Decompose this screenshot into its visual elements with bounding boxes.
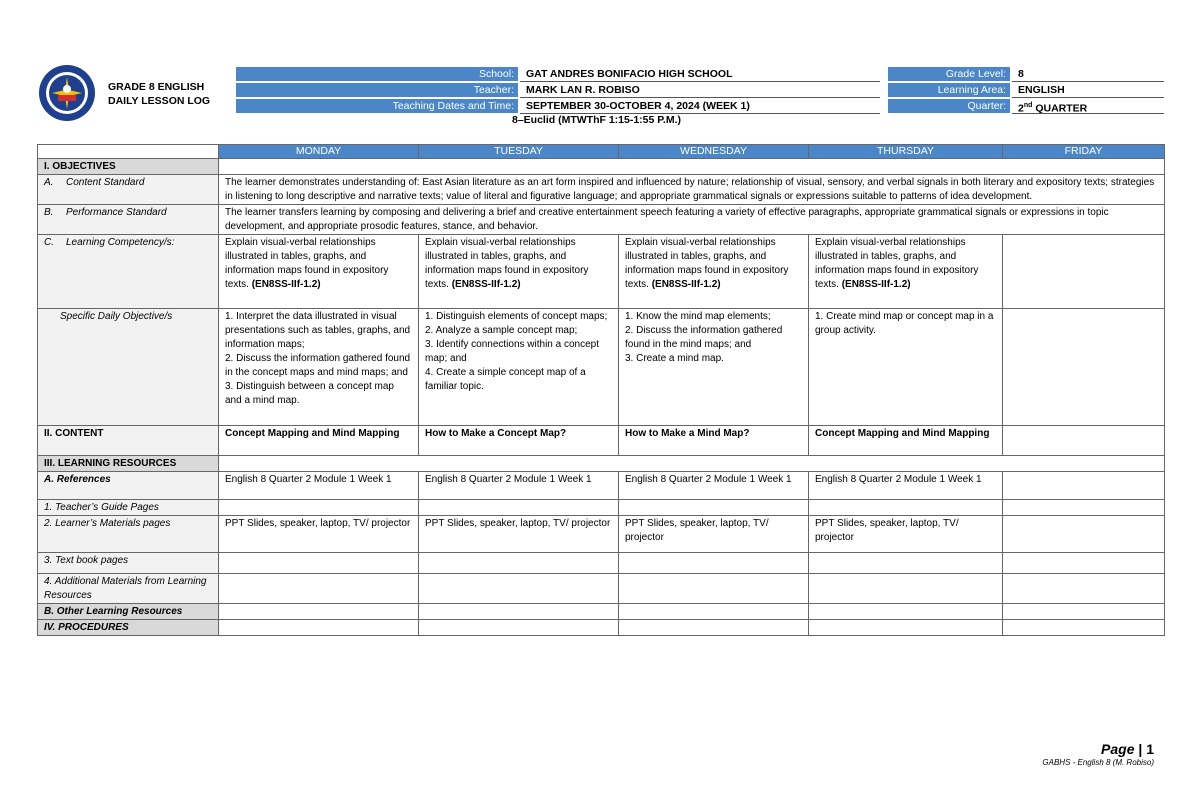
objective-item: 1. Distinguish elements of concept maps; <box>425 311 608 322</box>
area-underline <box>1012 97 1164 98</box>
guide-tuesday <box>419 500 619 516</box>
guide-monday <box>219 500 419 516</box>
competency-code: (EN8SS-IIf-1.2) <box>451 279 521 290</box>
quarter-suffix: nd <box>1023 102 1033 109</box>
textbook-label: 3. Text book pages <box>38 553 219 574</box>
page-word: Page <box>1101 741 1135 757</box>
additional-wednesday <box>619 574 809 604</box>
guide-wednesday <box>619 500 809 516</box>
dates-value: SEPTEMBER 30-OCTOBER 4, 2024 (WEEK 1) <box>526 100 750 112</box>
objective-item: 2. Discuss the information gathered found in the concept maps and mind maps; and <box>225 353 411 378</box>
dates-label: Teaching Dates and Time: <box>236 99 518 113</box>
day-wednesday: WEDNESDAY <box>619 145 809 159</box>
objective-item: 1. Interpret the data illustrated in visual presentations such as tables, graphs, and information maps; <box>225 311 411 350</box>
competency-row <box>38 235 1165 309</box>
materials-tuesday: PPT Slides, speaker, laptop, TV/ projector <box>419 516 619 553</box>
competency-friday <box>1003 235 1165 309</box>
objective-item: 2. Discuss the information gathered found in the mind maps; and <box>625 325 783 350</box>
competency-code: (EN8SS-IIf-1.2) <box>651 279 721 290</box>
procedures-wednesday <box>619 620 809 636</box>
materials-monday: PPT Slides, speaker, laptop, TV/ projector <box>219 516 419 553</box>
daily-lesson-log-table <box>37 144 1165 636</box>
blank-header-cell <box>38 145 219 159</box>
competency-thursday <box>809 235 1003 309</box>
content-standard-text: The learner demonstrates understanding of: East Asian literature as an art form inspired and influenced by nature; relationship of visual, sensory, and verbal signals in both literary and expository texts; strategies in listening to long descriptive and narrative texts; value of literal and figurative language; and appropriate grammatical signals or expressions suitable to patterns of idea development. <box>219 175 1165 205</box>
title-line-2: DAILY LESSON LOG <box>108 95 211 107</box>
content-label: II. CONTENT <box>38 426 219 456</box>
performance-standard-letter: B. <box>44 207 54 218</box>
textbook-monday <box>219 553 419 574</box>
objectives-friday <box>1003 309 1165 426</box>
content-row <box>38 426 1165 456</box>
additional-tuesday <box>419 574 619 604</box>
references-label: A. References <box>38 472 219 500</box>
footer-credit: GABHS - English 8 (M. Robiso) <box>1042 758 1154 767</box>
procedures-tuesday <box>419 620 619 636</box>
references-friday <box>1003 472 1165 500</box>
other-monday <box>219 604 419 620</box>
procedures-row <box>38 620 1165 636</box>
competency-code: (EN8SS-IIf-1.2) <box>251 279 321 290</box>
competency-text: Explain visual-verbal relationships illustrated in tables, graphs, and information maps found in expository texts. <box>425 237 589 290</box>
teachers-guide-label: 1. Teacher’s Guide Pages <box>38 500 219 516</box>
day-tuesday: TUESDAY <box>419 145 619 159</box>
performance-standard-row <box>38 205 1165 235</box>
materials-thursday: PPT Slides, speaker, laptop, TV/ projector <box>809 516 1003 553</box>
references-row <box>38 472 1165 500</box>
competency-title: Learning Competency/s: <box>66 237 175 248</box>
day-thursday: THURSDAY <box>809 145 1003 159</box>
day-monday: MONDAY <box>219 145 419 159</box>
day-friday: FRIDAY <box>1003 145 1165 159</box>
content-standard-label <box>38 175 219 205</box>
quarter-number: 2 <box>1018 102 1024 115</box>
competency-tuesday <box>419 235 619 309</box>
competency-letter: C. <box>44 237 54 248</box>
quarter-rest: QUARTER <box>1032 102 1088 115</box>
teachers-guide-row <box>38 500 1165 516</box>
objective-item: 1. Know the mind map elements; <box>625 311 771 322</box>
objective-item: 1. Create mind map or concept map in a group activity. <box>815 311 994 336</box>
references-thursday: English 8 Quarter 2 Module 1 Week 1 <box>809 472 1003 500</box>
objectives-label: I. OBJECTIVES <box>38 159 219 175</box>
objectives-thursday <box>809 309 1003 426</box>
additional-materials-label: 4. Additional Materials from Learning Resources <box>38 574 219 604</box>
competency-label <box>38 235 219 309</box>
document-title <box>108 80 210 108</box>
area-value: ENGLISH <box>1018 84 1065 96</box>
content-friday <box>1003 426 1165 456</box>
teacher-label: Teacher: <box>236 83 518 97</box>
quarter-label: Quarter: <box>888 99 1010 113</box>
performance-standard-label <box>38 205 219 235</box>
textbook-tuesday <box>419 553 619 574</box>
resources-blank <box>219 456 1165 472</box>
objectives-blank <box>219 159 1165 175</box>
materials-friday <box>1003 516 1165 553</box>
performance-standard-title: Performance Standard <box>66 207 167 218</box>
additional-materials-row <box>38 574 1165 604</box>
page-separator: | <box>1134 741 1147 757</box>
school-underline <box>520 81 880 82</box>
content-thursday: Concept Mapping and Mind Mapping <box>809 426 1003 456</box>
competency-monday <box>219 235 419 309</box>
guide-thursday <box>809 500 1003 516</box>
textbook-thursday <box>809 553 1003 574</box>
teacher-underline <box>520 97 880 98</box>
specific-objectives-label: Specific Daily Objective/s <box>38 309 219 426</box>
objectives-monday <box>219 309 419 426</box>
other-wednesday <box>619 604 809 620</box>
competency-text: Explain visual-verbal relationships illustrated in tables, graphs, and information maps found in expository texts. <box>225 237 389 290</box>
textbook-friday <box>1003 553 1165 574</box>
quarter-underline <box>1012 113 1164 114</box>
objective-item: 3. Identify connections within a concept map; and <box>425 339 599 364</box>
other-resources-row <box>38 604 1165 620</box>
competency-text: Explain visual-verbal relationships illustrated in tables, graphs, and information maps found in expository texts. <box>815 237 979 290</box>
quarter-value <box>1018 99 1087 113</box>
materials-wednesday: PPT Slides, speaker, laptop, TV/ projector <box>619 516 809 553</box>
other-friday <box>1003 604 1165 620</box>
grade-value: 8 <box>1018 68 1024 80</box>
additional-thursday <box>809 574 1003 604</box>
objective-item: 4. Create a simple concept map of a familiar topic. <box>425 367 586 392</box>
objectives-tuesday <box>419 309 619 426</box>
page-num: 1 <box>1146 741 1154 757</box>
procedures-friday <box>1003 620 1165 636</box>
school-label: School: <box>236 67 518 81</box>
content-standard-title: Content Standard <box>66 177 145 188</box>
title-line-1: GRADE 8 ENGLISH <box>108 81 205 93</box>
references-tuesday: English 8 Quarter 2 Module 1 Week 1 <box>419 472 619 500</box>
additional-friday <box>1003 574 1165 604</box>
other-thursday <box>809 604 1003 620</box>
other-resources-label: B. Other Learning Resources <box>38 604 219 620</box>
learners-materials-label: 2. Learner’s Materials pages <box>38 516 219 553</box>
page-number <box>1101 741 1154 757</box>
competency-code: (EN8SS-IIf-1.2) <box>841 279 911 290</box>
grade-label: Grade Level: <box>888 67 1010 81</box>
dates-underline <box>520 113 880 114</box>
area-label: Learning Area: <box>888 83 1010 97</box>
content-monday: Concept Mapping and Mind Mapping <box>219 426 419 456</box>
dates-value-2: 8–Euclid (MTWThF 1:15-1:55 P.M.) <box>512 114 681 126</box>
guide-friday <box>1003 500 1165 516</box>
competency-wednesday <box>619 235 809 309</box>
content-standard-row <box>38 175 1165 205</box>
deped-seal-icon <box>38 64 96 122</box>
objective-item: 2. Analyze a sample concept map; <box>425 325 578 336</box>
performance-standard-text: The learner transfers learning by composing and delivering a brief and creative entertainment speech featuring a variety of effective paragraphs, appropriate grammatical signals or expressions in topic development, and appropriate prosodic features, stance, and behavior. <box>219 205 1165 235</box>
resources-label: III. LEARNING RESOURCES <box>38 456 219 472</box>
competency-text: Explain visual-verbal relationships illustrated in tables, graphs, and information maps found in expository texts. <box>625 237 789 290</box>
objective-item: 3. Distinguish between a concept map and a mind map. <box>225 381 394 406</box>
references-monday: English 8 Quarter 2 Module 1 Week 1 <box>219 472 419 500</box>
learners-materials-row <box>38 516 1165 553</box>
other-tuesday <box>419 604 619 620</box>
textbook-wednesday <box>619 553 809 574</box>
day-header-row <box>38 145 1165 159</box>
school-value: GAT ANDRES BONIFACIO HIGH SCHOOL <box>526 68 733 80</box>
additional-monday <box>219 574 419 604</box>
content-standard-letter: A. <box>44 177 54 188</box>
teacher-value: MARK LAN R. ROBISO <box>526 84 640 96</box>
objectives-row <box>38 159 1165 175</box>
grade-underline <box>1012 81 1164 82</box>
objectives-wednesday <box>619 309 809 426</box>
content-wednesday: How to Make a Mind Map? <box>619 426 809 456</box>
objective-item: 3. Create a mind map. <box>625 353 724 364</box>
procedures-thursday <box>809 620 1003 636</box>
procedures-monday <box>219 620 419 636</box>
references-wednesday: English 8 Quarter 2 Module 1 Week 1 <box>619 472 809 500</box>
textbook-row <box>38 553 1165 574</box>
resources-row <box>38 456 1165 472</box>
specific-objectives-row <box>38 309 1165 426</box>
procedures-label: IV. PROCEDURES <box>38 620 219 636</box>
content-tuesday: How to Make a Concept Map? <box>419 426 619 456</box>
